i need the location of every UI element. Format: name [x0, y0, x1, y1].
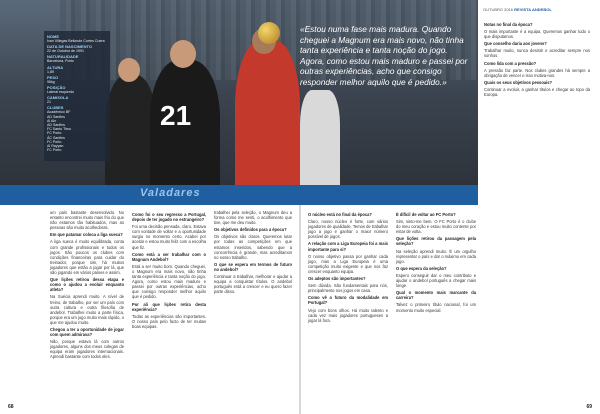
paragraph: Foi uma decisão pensada, claro. Estava com vontade de voltar e a oportunidade surgiu no momento certo. Acabei por aceitar e estou muito feliz com a escolha que fiz. [132, 224, 206, 250]
info-clube: AD Sanfins [47, 114, 65, 119]
left-column-3 [214, 210, 292, 296]
page-number-right: 69 [586, 404, 592, 410]
paragraph: Os objetivos são claros. Queremos lutar por todas as competições em que estamos inseridos, sabendo que a concorrência é grande, mas acreditamos no nosso trabalho. [214, 234, 292, 260]
info-altura: 1,89 [47, 69, 54, 74]
info-nat: Barcelona, Porto [47, 59, 74, 64]
handball-ball-icon [258, 22, 280, 44]
question: Como foi o seu regresso a Portugal, depois de ter jogado no estrangeiro? [132, 212, 206, 223]
info-clube: Acadêmico BF [47, 110, 71, 115]
question: Chegou a ter a oportunidade de jogar com quem admirava? [50, 326, 124, 338]
paragraph: Na Suécia aprendi muito. A nível de treino, de trabalho, por ser um país com outra cultura e outra filosofia de andebol. Trabalhei muito a parte física, porque era um jogo muito mais rápido, o que me ajudou muito. [50, 294, 124, 325]
header-date: OUTUBRO 2016 [483, 7, 514, 12]
paragraph: Na seleção aprendi muito. É um orgulho representar o país e dar o máximo em cada jogo. [396, 248, 476, 264]
paragraph: A pressão faz parte. Nos clubes grandes há sempre a obrigação de vencer e isso motiva-nos. [484, 67, 590, 78]
info-clube: FC Porto [47, 148, 62, 153]
question: A relação com a Liga Europeia foi a mais importante para si? [308, 241, 388, 252]
paragraph: Sim, sinto-me bem. O FC Porto é o clube do meu coração e estou muito contente por estar de volta. [396, 219, 476, 235]
paragraph: Vejo com bons olhos. Há muito talento e cada vez mais jogadores portugueses a jogar lá fora. [308, 307, 388, 323]
paragraph: Está a ser muito bom. Quando cheguei, o Magnum era mais novo, não tinha tanta experiência e tanta noção do jogo. Agora, como estou mais maduro e passei por outras experiências, acho que consigo responder melhor aquilo que é pedido. [132, 263, 206, 300]
info-clube: Al Rayyan [47, 144, 64, 149]
question: O que espera da seleção? [396, 265, 447, 271]
info-cam-label: CAMISOLA [47, 95, 69, 101]
question: Como vê o futuro da modalidade em Portugal? [308, 295, 388, 306]
info-clube: Al Ain [47, 118, 57, 123]
paragraph: Não, porque estava lá com outros jogadores, alguns dos meus colegas de equipa eram jogadores internacionais. Aprendi bastante com todos eles. [50, 339, 124, 360]
paragraph: Todas as experiências são importantes. O nosso país pelo facto de ter muitas boas equipas. [132, 313, 206, 329]
paragraph: Sem dúvida. São fundamentais para nós, principalmente nos jogos em casa. [308, 283, 388, 294]
question: Os objetivos definidos para a época? [214, 227, 287, 233]
court-floor [0, 185, 478, 205]
pull-quote: «Estou numa fase mais madura. Quando cheguei a Magnum era mais novo, não tinha tanta experiência e tanta noção do jogo. Agora, como estou mais maduro e passei por outras experiências, acho que consigo responder melhor aquilo que é pedido.» [300, 24, 468, 87]
player-red-jersey [235, 40, 300, 205]
question: Que lições retirou da passagem pela seleção? [396, 236, 476, 247]
info-clube: FC Porto [47, 139, 62, 144]
info-pos-label: POSIÇÃO [47, 85, 66, 91]
question: Que lições retirou dessa etapa e como o ajudou a evoluir enquanto atleta? [50, 277, 124, 293]
paragraph: Trabalhar muito, nunca desistir e acreditar sempre nos sonhos. [484, 48, 590, 59]
player-info-box [44, 31, 110, 161]
info-peso-label: PESO [47, 74, 59, 80]
info-pos: Lateral esquerdo [47, 90, 74, 95]
paragraph: trabalhei pela seleção, o Magnum deu a forma como me senti, o acolhimento que tive, que me deu muito. [214, 210, 292, 226]
question: Qual o momento mais marcante da carreira? [396, 290, 476, 301]
info-nat-label: NATURALIDADE [47, 54, 79, 60]
paragraph: O mais importante é a equipa. Queremos ganhar tudo o que disputamos. [484, 29, 590, 40]
question: Quais os seus objetivos pessoais? [484, 79, 553, 85]
player-21 [150, 60, 220, 205]
info-cam: 21 [47, 100, 51, 105]
question: O que se espera em termos de futuro no andebol? [214, 261, 292, 272]
question: Em que patamar coloca a liga sueca? [50, 232, 123, 238]
info-clube: AD Sanfins [47, 123, 65, 128]
info-clubes-label: CLUBES [47, 105, 64, 111]
right-column-3 [484, 20, 590, 99]
info-nome: Ivan Villegas Bellonde Cortes Cuera [47, 39, 105, 43]
question: Que conselho daria aos jovens? [484, 41, 547, 47]
info-clube: ÁC Sanfins [47, 135, 65, 140]
info-data: 22 de Outubro de 1991 [47, 49, 84, 54]
court-advert: Valadares [140, 187, 201, 199]
info-clube: FC Porto [47, 131, 62, 136]
paragraph: um país bastante desenvolvido. No entanto encontrei muito mais frio do que não estamos tão habituados, mas as pessoas são muito acolhedoras. [50, 210, 124, 231]
left-column-1 [50, 210, 124, 362]
question: É difícil de voltar ao FC Porto? [396, 212, 456, 217]
right-column-1 [308, 210, 388, 325]
question: Por ali que lições retira desta experiência? [132, 301, 206, 312]
page-header [483, 7, 552, 12]
paragraph: Talvez o primeiro título nacional, foi um momento muito especial. [396, 302, 476, 313]
paragraph: Espero conseguir dar o meu contributo e ajudar o andebol português a chegar mais longe. [396, 272, 476, 289]
info-peso: 96kg [47, 79, 55, 84]
question: Os adeptos são importantes? [308, 276, 366, 282]
player-head-21 [170, 40, 196, 68]
info-nome-label: NOME [47, 34, 59, 39]
page-number-left: 68 [8, 404, 14, 410]
info-clube: FC Santo Tirso [47, 127, 71, 132]
action-photo [0, 0, 478, 205]
jersey-number: 21 [160, 100, 192, 131]
paragraph: A liga sueca é muito equilibrada, conta com grande profissionais e todos os jogos. São poucos os clubes com condições financeiras para cuidar do treinador, porque sim, há muitos jogadores que estão a jogar por lá, que vão jogando em vários países e assim. [50, 239, 124, 276]
paragraph: Claro, nosso núcleo é forte, com vários jogadores de qualidade. Temos de trabalhar jogo a jogo e ganhar o maior número possível de jogos. [308, 219, 388, 240]
paragraph: Continuar a evoluir, a ganhar títulos e chegar ao topo da Europa. [484, 86, 590, 98]
header-magazine: REVISTA ANDEBOL [514, 7, 552, 12]
question: O núcleo está no final da época? [308, 212, 372, 217]
info-data-label: DATA DE NASCIMENTO [47, 44, 92, 50]
left-column-2 [132, 210, 206, 331]
question: Notas no final da época? [484, 22, 533, 27]
paragraph: O nosso objetivo passa por ganhar cada jogo, mas a Liga Europeia é uma competição muito exigente e que nos faz crescer enquanto equipa. [308, 253, 388, 274]
question: Como lida com a pressão? [484, 60, 537, 66]
question: Como está a ser trabalhar com o Magnum Andebol? [132, 251, 206, 262]
right-column-2 [396, 210, 476, 315]
player-head-left [118, 58, 140, 82]
paragraph: Continuar a trabalhar, melhorar e ajudar a equipa a conquistar títulos. O andebol português está a crescer e eu quero fazer parte disso. [214, 274, 292, 295]
info-altura-label: ALTURA [47, 64, 64, 70]
